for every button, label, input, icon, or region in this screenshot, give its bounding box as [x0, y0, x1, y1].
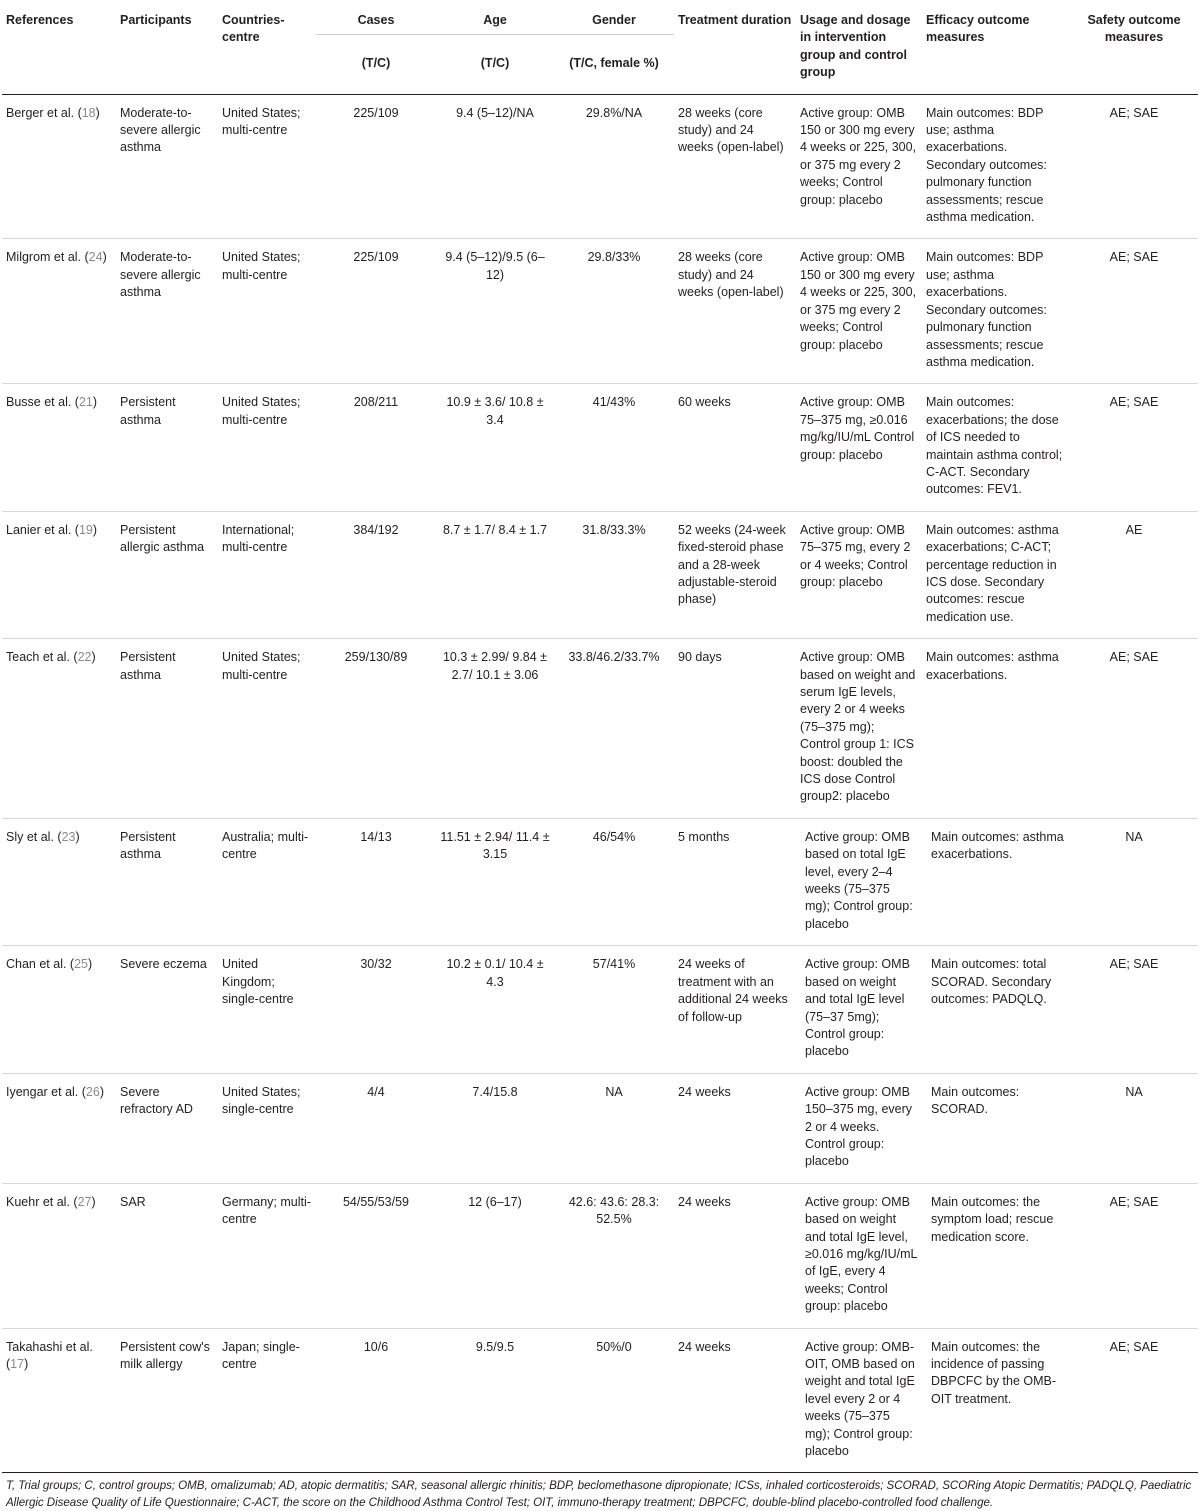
- table-row: [2, 818, 1198, 945]
- cell-efficacy: Main outcomes: exacerbations; the dose of ICS needed to maintain asthma control; C-ACT. Secondary outcomes: FEV1.: [922, 384, 1070, 511]
- cell-gender: 42.6: 43.6: 28.3: 52.5%: [554, 1183, 674, 1328]
- cell-usage: Active group: OMB based on weight and total IgE level (75–37 5mg); Control group: placebo: [796, 946, 922, 1073]
- reference-author: Teach et al. (: [6, 650, 78, 665]
- cell-age: 10.2 ± 0.1/ 10.4 ± 4.3: [436, 946, 554, 1073]
- cell-usage: Active group: OMB based on weight and serum IgE levels, every 2 or 4 weeks (75–375 mg); Control group 1: ICS boost: doubled the ICS dose Control group2: placebo: [796, 639, 922, 819]
- cell-safety: AE; SAE: [1070, 639, 1198, 819]
- reference-number: 24: [88, 250, 103, 265]
- reference-close: ): [92, 395, 98, 410]
- cell-gender: 41/43%: [554, 384, 674, 511]
- cell-countries: United States; single-centre: [218, 1073, 316, 1183]
- cell-duration: 28 weeks (core study) and 24 weeks (open-label): [674, 94, 796, 239]
- cell-safety: NA: [1070, 1073, 1198, 1183]
- reference-number: 21: [78, 395, 93, 410]
- cell-countries: United Kingdom; single-centre: [218, 946, 316, 1073]
- cell-duration: 60 weeks: [674, 384, 796, 511]
- cell-duration: 24 weeks: [674, 1183, 796, 1328]
- cell-reference: [2, 946, 116, 1073]
- cell-reference: [2, 511, 116, 638]
- cell-participants: Persistent cow's milk allergy: [116, 1328, 218, 1473]
- cell-countries: Australia; multi-centre: [218, 818, 316, 945]
- reference-author: Sly et al. (: [6, 829, 62, 844]
- cell-cases: 4/4: [316, 1073, 436, 1183]
- cell-efficacy: Main outcomes: SCORAD.: [922, 1073, 1070, 1183]
- cell-safety: AE: [1070, 511, 1198, 638]
- header-usage: Usage and dosage in intervention group and control group: [796, 0, 922, 94]
- cell-age: 8.7 ± 1.7/ 8.4 ± 1.7: [436, 511, 554, 638]
- cell-duration: 24 weeks of treatment with an additional 24 weeks of follow-up: [674, 946, 796, 1073]
- table-row: [2, 384, 1198, 511]
- cell-gender: NA: [554, 1073, 674, 1183]
- table-row: [2, 94, 1198, 239]
- cell-usage: Active group: OMB 150 or 300 mg every 4 weeks or 225, 300, or 375 mg every 2 weeks; Control group: placebo: [796, 94, 922, 239]
- header-cases-label: Cases: [316, 12, 436, 35]
- reference-number: 23: [61, 829, 76, 844]
- cell-duration: 24 weeks: [674, 1073, 796, 1183]
- reference-author: Iyengar et al. (: [6, 1084, 86, 1099]
- cell-efficacy: Main outcomes: the symptom load; rescue medication score.: [922, 1183, 1070, 1328]
- reference-close: ): [99, 1084, 104, 1099]
- cell-usage: Active group: OMB based on weight and total IgE level, ≥0.016 mg/kg/IU/mL of IgE, every 4 weeks; Control group: placebo: [796, 1183, 922, 1328]
- header-age-sub: (T/C): [436, 51, 554, 94]
- cell-usage: Active group: OMB-OIT, OMB based on weight and total IgE level every 2 or 4 weeks (75–375 mg); Control group: placebo: [796, 1328, 922, 1473]
- reference-close: ): [92, 522, 98, 537]
- cell-cases: 14/13: [316, 818, 436, 945]
- table-row: [2, 1073, 1198, 1183]
- cell-gender: 29.8/33%: [554, 239, 674, 384]
- header-gender-label: Gender: [554, 12, 674, 35]
- cell-safety: AE; SAE: [1070, 1328, 1198, 1473]
- cell-countries: United States; multi-centre: [218, 639, 316, 819]
- cell-participants: SAR: [116, 1183, 218, 1328]
- cell-gender: 33.8/46.2/33.7%: [554, 639, 674, 819]
- cell-cases: 54/55/53/59: [316, 1183, 436, 1328]
- reference-author: Chan et al. (: [6, 957, 75, 972]
- cell-age: 9.4 (5–12)/NA: [436, 94, 554, 239]
- cell-duration: 24 weeks: [674, 1328, 796, 1473]
- cell-gender: 31.8/33.3%: [554, 511, 674, 638]
- cell-participants: Persistent allergic asthma: [116, 511, 218, 638]
- cell-age: 12 (6–17): [436, 1183, 554, 1328]
- reference-author: Busse et al. (: [6, 395, 79, 410]
- cell-age: 10.9 ± 3.6/ 10.8 ± 3.4: [436, 384, 554, 511]
- cell-cases: 225/109: [316, 239, 436, 384]
- cell-efficacy: Main outcomes: BDP use; asthma exacerbations. Secondary outcomes: pulmonary function assessments; rescue asthma medication.: [922, 94, 1070, 239]
- cell-cases: 259/130/89: [316, 639, 436, 819]
- cell-duration: 28 weeks (core study) and 24 weeks (open-label): [674, 239, 796, 384]
- table-row: [2, 946, 1198, 1073]
- cell-usage: Active group: OMB based on total IgE level, every 2–4 weeks (75–375 mg); Control group: placebo: [796, 818, 922, 945]
- cell-efficacy: Main outcomes: asthma exacerbations; C-ACT; percentage reduction in ICS dose. Secondary outcomes: rescue medication use.: [922, 511, 1070, 638]
- reference-number: 27: [77, 1194, 92, 1209]
- cell-cases: 208/211: [316, 384, 436, 511]
- table-footnote: T, Trial groups; C, control groups; OMB, omalizumab; AD, atopic dermatitis; SAR, seasonal allergic rhinitis; BDP, beclomethasone dipropionate; ICSs, inhaled corticosteroids; SCORAD, SCORing Atopic Dermatitis; PADQLQ, Paediatric Allergic Disease Quality of Life Questionnaire; C-ACT, the score on the Childhood Asthma Control Test; OIT, immuno-therapy treatment; DBPCFC, double-blind placebo-controlled food challenge.: [6, 1479, 1192, 1510]
- cell-participants: Persistent asthma: [116, 384, 218, 511]
- cell-countries: United States; multi-centre: [218, 384, 316, 511]
- reference-close: ): [24, 1357, 29, 1371]
- cell-reference: [2, 384, 116, 511]
- cell-gender: 50%/0: [554, 1328, 674, 1473]
- table-row: [2, 511, 1198, 638]
- reference-author: Lanier et al. (: [6, 522, 79, 537]
- reference-close: ): [95, 105, 100, 120]
- table-header: [2, 0, 1198, 94]
- cell-gender: 29.8%/NA: [554, 94, 674, 239]
- cell-safety: NA: [1070, 818, 1198, 945]
- cell-duration: 52 weeks (24-week fixed-steroid phase and a 28-week adjustable-steroid phase): [674, 511, 796, 638]
- cell-participants: Severe refractory AD: [116, 1073, 218, 1183]
- reference-number: 17: [10, 1357, 25, 1371]
- cell-countries: Germany; multi-centre: [218, 1183, 316, 1328]
- cell-participants: Persistent asthma: [116, 639, 218, 819]
- cell-efficacy: Main outcomes: BDP use; asthma exacerbations. Secondary outcomes: pulmonary function assessments; rescue asthma medication.: [922, 239, 1070, 384]
- reference-author: Berger et al. (: [6, 105, 82, 120]
- table-row: [2, 239, 1198, 384]
- reference-close: ): [88, 957, 93, 972]
- header-cases: [316, 0, 436, 51]
- reference-close: ): [75, 829, 80, 844]
- study-characteristics-table: [2, 0, 1198, 1473]
- cell-safety: AE; SAE: [1070, 239, 1198, 384]
- reference-number: 22: [77, 650, 92, 665]
- cell-cases: 30/32: [316, 946, 436, 1073]
- cell-age: 9.4 (5–12)/9.5 (6–12): [436, 239, 554, 384]
- cell-reference: [2, 1183, 116, 1328]
- cell-safety: AE; SAE: [1070, 94, 1198, 239]
- reference-number: 26: [85, 1084, 100, 1099]
- cell-reference: [2, 239, 116, 384]
- cell-countries: International; multi-centre: [218, 511, 316, 638]
- cell-safety: AE; SAE: [1070, 1183, 1198, 1328]
- cell-age: 7.4/15.8: [436, 1073, 554, 1183]
- header-gender-sub: (T/C, female %): [554, 51, 674, 94]
- cell-usage: Active group: OMB 75–375 mg, ≥0.016 mg/kg/IU/mL Control group: placebo: [796, 384, 922, 511]
- reference-number: 19: [78, 522, 93, 537]
- table-row: [2, 1328, 1198, 1473]
- cell-participants: Persistent asthma: [116, 818, 218, 945]
- reference-author: Kuehr et al. (: [6, 1194, 78, 1209]
- header-efficacy: Efficacy outcome measures: [922, 0, 1070, 94]
- cell-efficacy: Main outcomes: the incidence of passing DBPCFC by the OMB-OIT treatment.: [922, 1328, 1070, 1473]
- header-age: [436, 0, 554, 51]
- cell-countries: Japan; single-centre: [218, 1328, 316, 1473]
- cell-usage: Active group: OMB 75–375 mg, every 2 or 4 weeks; Control group: placebo: [796, 511, 922, 638]
- reference-close: ): [102, 250, 107, 265]
- cell-safety: AE; SAE: [1070, 384, 1198, 511]
- cell-reference: [2, 1073, 116, 1183]
- cell-age: 9.5/9.5: [436, 1328, 554, 1473]
- cell-reference: [2, 639, 116, 819]
- table-row: [2, 1183, 1198, 1328]
- cell-duration: 90 days: [674, 639, 796, 819]
- header-duration: Treatment duration: [674, 0, 796, 94]
- cell-age: 10.3 ± 2.99/ 9.84 ± 2.7/ 10.1 ± 3.06: [436, 639, 554, 819]
- cell-reference: [2, 94, 116, 239]
- table-row: [2, 639, 1198, 819]
- reference-author: Milgrom et al. (: [6, 250, 89, 265]
- reference-number: 25: [74, 957, 88, 972]
- cell-countries: United States; multi-centre: [218, 94, 316, 239]
- cell-efficacy: Main outcomes: asthma exacerbations.: [922, 818, 1070, 945]
- header-references: References: [2, 0, 116, 94]
- cell-usage: Active group: OMB 150 or 300 mg every 4 weeks or 225, 300, or 375 mg every 2 weeks; Control group: placebo: [796, 239, 922, 384]
- cell-reference: [2, 818, 116, 945]
- cell-gender: 46/54%: [554, 818, 674, 945]
- cell-cases: 10/6: [316, 1328, 436, 1473]
- cell-countries: United States; multi-centre: [218, 239, 316, 384]
- table-body: [2, 94, 1198, 1473]
- cell-cases: 384/192: [316, 511, 436, 638]
- cell-participants: Moderate-to-severe allergic asthma: [116, 94, 218, 239]
- reference-author: Takahashi et al. (: [6, 1339, 93, 1371]
- reference-close: ): [91, 1194, 96, 1209]
- reference-close: ): [91, 650, 96, 665]
- cell-participants: Moderate-to-severe allergic asthma: [116, 239, 218, 384]
- cell-duration: 5 months: [674, 818, 796, 945]
- cell-efficacy: Main outcomes: asthma exacerbations.: [922, 639, 1070, 819]
- reference-number: 18: [81, 105, 96, 120]
- cell-efficacy: Main outcomes: total SCORAD. Secondary outcomes: PADQLQ.: [922, 946, 1070, 1073]
- cell-gender: 57/41%: [554, 946, 674, 1073]
- header-age-label: Age: [436, 12, 554, 35]
- header-safety: Safety outcome measures: [1070, 0, 1198, 94]
- cell-cases: 225/109: [316, 94, 436, 239]
- header-participants: Participants: [116, 0, 218, 94]
- cell-safety: AE; SAE: [1070, 946, 1198, 1073]
- cell-age: 11.51 ± 2.94/ 11.4 ± 3.15: [436, 818, 554, 945]
- header-cases-sub: (T/C): [316, 51, 436, 94]
- cell-reference: [2, 1328, 116, 1473]
- header-gender: [554, 0, 674, 51]
- cell-usage: Active group: OMB 150–375 mg, every 2 or 4 weeks. Control group: placebo: [796, 1073, 922, 1183]
- header-countries: Countries-centre: [218, 0, 316, 94]
- cell-participants: Severe eczema: [116, 946, 218, 1073]
